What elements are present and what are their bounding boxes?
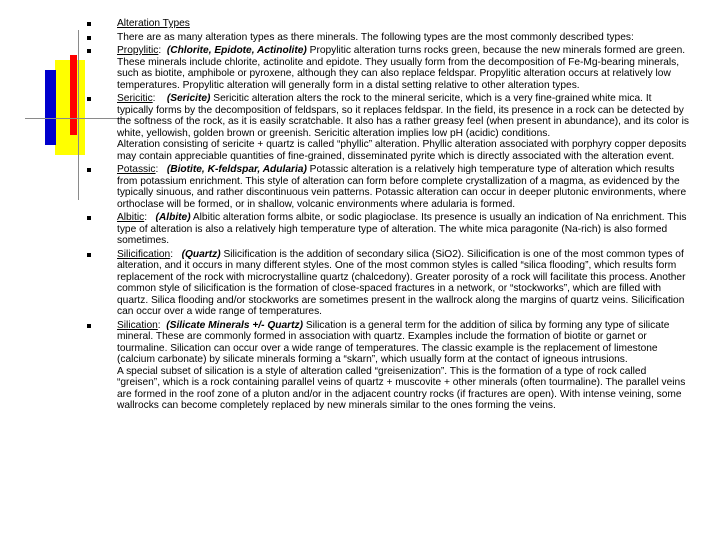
item-term: Silication bbox=[117, 319, 158, 331]
item-term: Potassic bbox=[117, 164, 156, 175]
slide-content bbox=[117, 18, 690, 414]
item-term: Propylitic bbox=[117, 45, 159, 56]
item-minerals: (Biotite, K-feldspar, Adularia) bbox=[166, 164, 307, 175]
decor-vertical-line bbox=[78, 30, 79, 200]
bullet-item bbox=[117, 249, 690, 318]
item-separator: : bbox=[157, 319, 167, 331]
bullet-marker-icon bbox=[87, 216, 91, 220]
item-description: Silicification is the addition of secondary silica (SiO2). Silicification is one of the most common types of alteration, and it occurs in many different styles. One of the most common styles is called “silica flooding”, which results form replacement of the rock with microcrystalline quartz (chalcedony). Greater porosity of a rock will facilitate this process. Another common style of silicification is the formation of close-spaced fractures in a network, or “stockworks”, which are filled with quartz. Silica flooding and/or stockworks are sometimes present in the wallrock along the margins of quartz veins. Silicification can occur over a wide range of temperatures. bbox=[117, 248, 686, 317]
bullet-marker-icon bbox=[87, 168, 91, 172]
item-term: Silicification bbox=[117, 248, 171, 260]
bullet-marker-icon bbox=[87, 36, 91, 40]
bullet-item bbox=[117, 32, 690, 44]
bullet-item bbox=[117, 18, 690, 30]
item-separator: : bbox=[170, 248, 182, 260]
item-separator: : bbox=[155, 164, 167, 175]
bullet-marker-icon bbox=[87, 253, 91, 257]
item-description: Propylitic alteration turns rocks green, because the new minerals formed are green. These minerals include chlorite, actinolite and epidote. They usually form from the decomposition of Fe-Mg-bearing minerals, such as biotite, amphibole or pyroxene, although they can also replace feldspar. Propylitic alteration occurs at relatively low temperatures. Propylitic alteration will generally form in a distal setting relative to other alteration types. bbox=[117, 45, 686, 91]
bullet-item bbox=[117, 212, 690, 247]
item-separator: : bbox=[152, 93, 167, 104]
bullet-marker-icon bbox=[87, 324, 91, 328]
item-minerals: (Silicate Minerals +/- Quartz) bbox=[166, 319, 304, 331]
bullet-item bbox=[117, 320, 690, 412]
item-description: Sericitic alteration alters the rock to the mineral sericite, which is a very fine-grained white mica. It typically forms by the decomposition of feldspars, so it replaces feldspar. In the field, its presence in a rock can be detected by the softness of the rock, as it is easily scratchable. It also has a rather greasy feel (when present in abundance), and its color is white, yellowish, golden brown or greenish. Sericitic alteration implies low pH (acidic) conditions. Alteration consisting of sericite + quartz is called “phyllic” alteration. Phyllic alteration associated with porphyry copper deposits may contain appreciable quantities of fine-grained, disseminated pyrite which is directly associated with the alteration event. bbox=[117, 93, 689, 162]
bullet-marker-icon bbox=[87, 49, 91, 53]
item-term: Sericitic bbox=[117, 93, 153, 104]
item-minerals: (Chlorite, Epidote, Actinolite) bbox=[166, 45, 307, 56]
item-description: There are as many alteration types as there minerals. The following types are the most commonly described types: bbox=[117, 31, 634, 43]
bullet-marker-icon bbox=[87, 97, 91, 101]
decor-blue-bar bbox=[45, 70, 56, 145]
item-separator: : bbox=[158, 45, 167, 56]
bullet-marker-icon bbox=[87, 22, 91, 26]
item-description: Silication is a general term for the addition of silica by forming any type of silicate mineral. These are commonly formed in association with quartz. Examples include the formation of biotite or garnet or tourmaline. Silication can occur over a wide range of temperatures. The classic example is the replacement of limestone (calcium carbonate) by silicate minerals forming a “skarn”, which usually form at the contact of igneous intrusions. A special subset of silication is a style of alteration called “greisenization”. This is the formation of a type of rock called “greisen”, which is a rock containing parallel veins of quartz + muscovite + other minerals (often tourmaline). The parallel veins are formed in the roof zone of a pluton and/or in the adjacent country rocks (if fractures are open). With intense veining, some wallrocks can become completely replaced by new minerals similar to the ones forming the veins. bbox=[117, 319, 686, 411]
decor-red-bar bbox=[70, 55, 77, 135]
item-minerals: (Albite) bbox=[155, 212, 191, 223]
item-term: Albitic bbox=[117, 212, 145, 223]
decor-horizontal-line bbox=[25, 118, 125, 119]
item-minerals: (Quartz) bbox=[181, 248, 221, 260]
bullet-item bbox=[117, 93, 690, 162]
item-term: Alteration Types bbox=[117, 18, 190, 29]
bullet-item bbox=[117, 164, 690, 210]
bullet-item bbox=[117, 45, 690, 91]
item-separator: : bbox=[144, 212, 156, 223]
item-description: Potassic alteration is a relatively high temperature type of alteration which results from potassium enrichment. This style of alteration can form before complete crystallization of a magma, as evidenced by the typically sinuous, and rather discontinuous vein patterns. Potassic alteration can occur in deeper plutonic environments, where orthoclase will be formed, or in shallow, volcanic environments where adularia is formed. bbox=[117, 164, 687, 210]
item-minerals: (Sericite) bbox=[166, 93, 211, 104]
item-description: Albitic alteration forms albite, or sodic plagioclase. Its presence is usually an indication of Na enrichment. This type of alteration is also a relatively high temperature type of alteration. The white mica paragonite (Na-rich) is also formed sometimes. bbox=[117, 212, 687, 246]
